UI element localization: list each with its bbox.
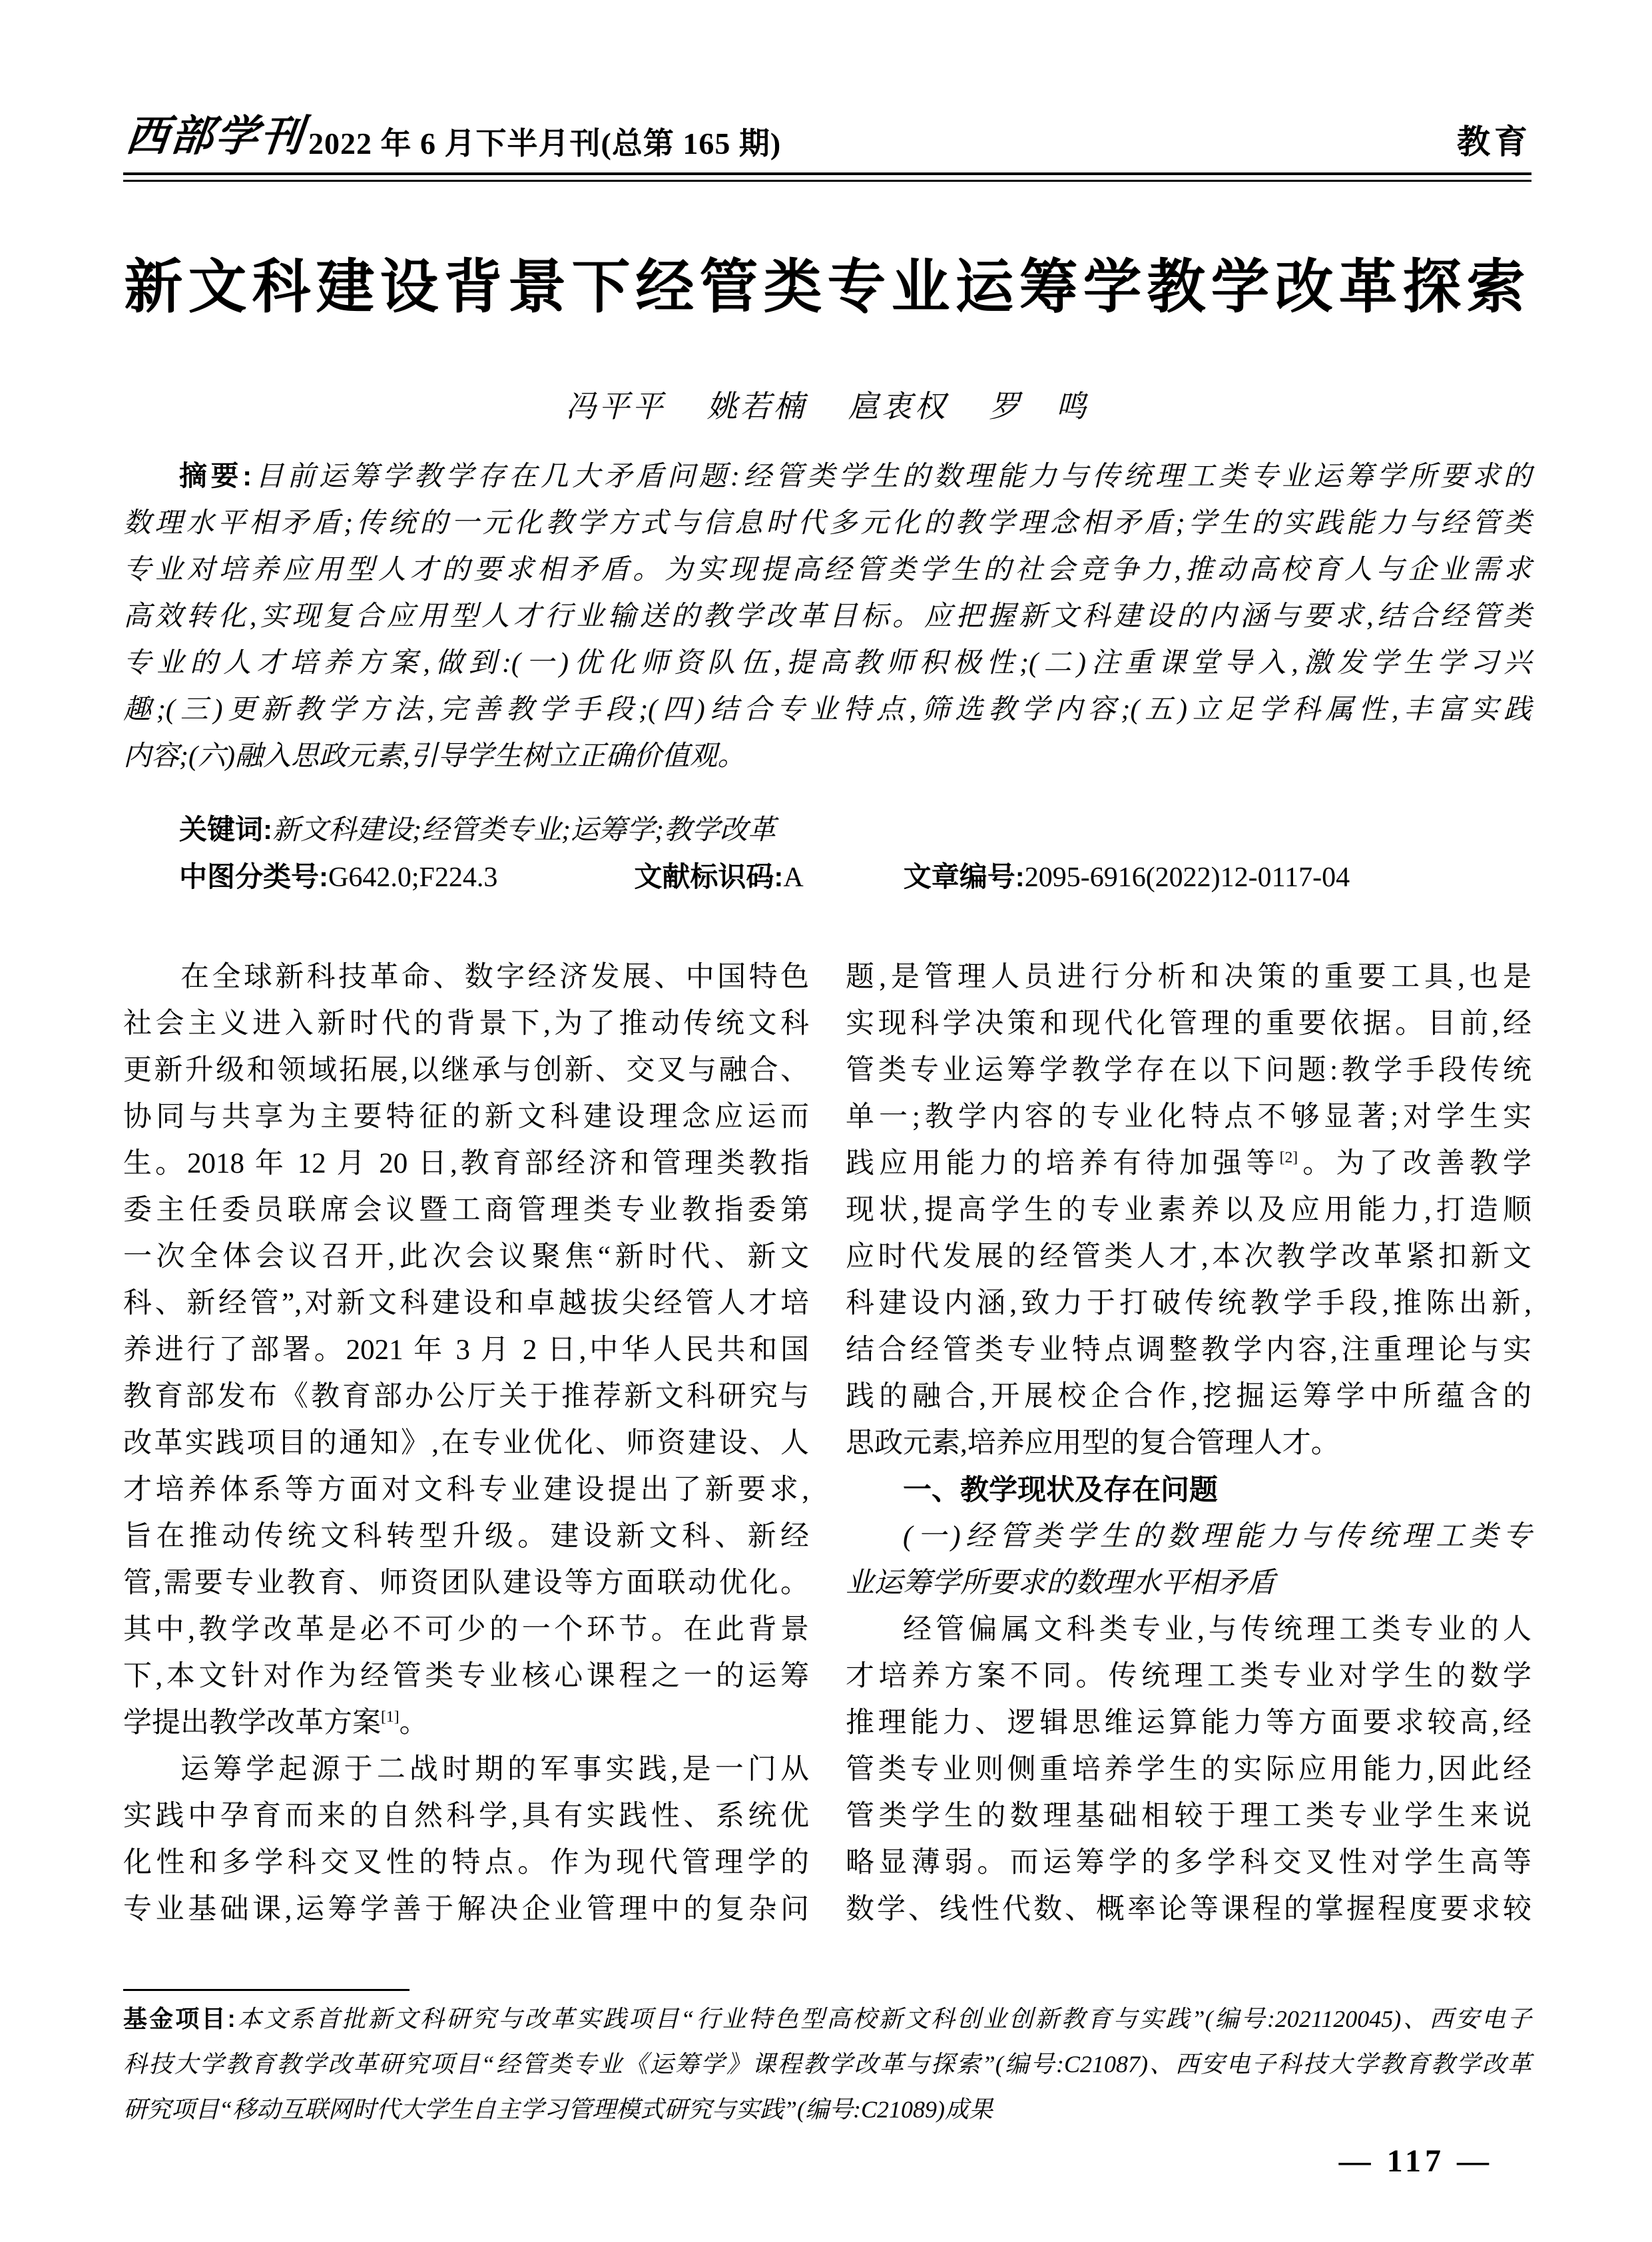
text-line: 实践中孕育而来的自然科学,具有实践性、系统优	[123, 1800, 809, 1832]
text-line: 科建设内涵,致力于打破传统教学手段,推陈出新,	[846, 1287, 1531, 1319]
text-line: 更新升级和领域拓展,以继承与创新、交叉与融合、	[123, 1054, 809, 1086]
text-line: 现状,提高学生的专业素养以及应用能力,打造顺	[846, 1194, 1531, 1226]
text-line: 基金项目:本文系首批新文科研究与改革实践项目“行业特色型高校新文科创业创新教育与实践”(编号:2021120045)、西安电子	[123, 2004, 1531, 2032]
text-line: 在全球新科技革命、数字经济发展、中国特色	[180, 961, 809, 993]
text-line: 改革实践项目的通知》,在专业优化、师资建设、人	[123, 1427, 809, 1459]
heading-line: (一)经管类学生的数理能力与传统理工类专	[903, 1520, 1531, 1552]
author: 扈衷权	[848, 389, 948, 423]
text-line: 题,是管理人员进行分析和决策的重要工具,也是	[846, 961, 1531, 993]
text-line: 协同与共享为主要特征的新文科建设理念应运而	[123, 1101, 809, 1133]
text-line: 专业对培养应用型人才的要求相矛盾。为实现提高经管类学生的社会竞争力,推动高校育人与企业需求	[123, 554, 1531, 585]
heading-line: 业运筹学所要求的数理水平相矛盾	[846, 1567, 1275, 1599]
text-line: 教育部发布《教育部办公厅关于推荐新文科研究与	[123, 1380, 809, 1412]
section-label: 教育	[1457, 123, 1531, 160]
abstract-block	[123, 453, 1531, 780]
clc-label: 中图分类号:	[179, 860, 328, 892]
text-line: 化性和多学科交叉性的特点。作为现代管理学的	[123, 1846, 809, 1878]
text-line: 科技大学教育教学改革研究项目“经管类专业《运筹学》课程教学改革与探索”(编号:C21087)、西安电子科技大学教育教学改革	[123, 2050, 1531, 2078]
article-id-value: 2095-6916(2022)12-0117-04	[1024, 862, 1350, 893]
text-line: 管类专业则侧重培养学生的实际应用能力,因此经	[846, 1753, 1531, 1785]
text-line: 养进行了部署。2021 年 3 月 2 日,中华人民共和国	[123, 1334, 809, 1366]
header-divider	[123, 172, 1531, 182]
author: 姚若楠	[706, 389, 807, 423]
clc-value: G642.0;F224.3	[328, 862, 498, 893]
page-number: — 117 —	[1338, 2143, 1493, 2179]
text-line: 学提出教学改革方案[1]。	[123, 1707, 428, 1739]
text-line: 研究项目“移动互联网时代大学生自主学习管理模式研究与实践”(编号:C21089)成果	[123, 2096, 993, 2123]
article-title: 新文科建设背景下经管类专业运筹学教学改革探索	[124, 256, 1531, 320]
left-column	[123, 954, 809, 1933]
text-line: 社会主义进入新时代的背景下,为了推动传统文科	[123, 1007, 809, 1039]
footnote-divider	[123, 1989, 410, 1991]
text-line: 科、新经管”,对新文科建设和卓越拔尖经管人才培	[123, 1287, 809, 1319]
text-line: 管类专业运筹学教学存在以下问题:教学手段传统	[846, 1054, 1531, 1086]
text-line: 践应用能力的培养有待加强等[2]。为了改善教学	[846, 1147, 1532, 1179]
text-line: 结合经管类专业特点调整教学内容,注重理论与实	[846, 1334, 1531, 1366]
text-line: 趣;(三)更新教学方法,完善教学手段;(四)结合专业特点,筛选教学内容;(五)立足学科属性,丰富实践	[123, 694, 1531, 725]
text-line: 管,需要专业教育、师资团队建设等方面联动优化。	[123, 1567, 809, 1599]
doc-code-segment	[634, 854, 803, 901]
text-line: 才培养体系等方面对文科专业建设提出了新要求,	[123, 1474, 809, 1506]
text-line: 下,本文针对作为经管类专业核心课程之一的运筹	[123, 1660, 809, 1692]
text-line: 摘要:目前运筹学教学存在几大矛盾问题:经管类学生的数理能力与传统理工类专业运筹学所要求的	[179, 459, 1531, 492]
text-line: 委主任委员联席会议暨工商管理类专业教指委第	[123, 1194, 809, 1226]
author: 冯平平	[565, 389, 666, 423]
text-line: 运筹学起源于二战时期的军事实践,是一门从	[180, 1753, 809, 1785]
text-line: 高效转化,实现复合应用型人才行业输送的教学改革目标。应把握新文科建设的内涵与要求,结合经管类	[123, 601, 1531, 632]
text-line: 单一;教学内容的专业化特点不够显著;对学生实	[846, 1101, 1531, 1133]
footnote-block	[123, 1996, 1531, 2132]
text-line: 才培养方案不同。传统理工类专业对学生的数学	[846, 1660, 1531, 1692]
clc-segment	[179, 854, 497, 901]
heading-line: 一、教学现状及存在问题	[903, 1474, 1218, 1506]
text-line: 思政元素,培养应用型的复合管理人才。	[846, 1427, 1340, 1459]
text-line: 推理能力、逻辑思维运算能力等方面要求较高,经	[846, 1707, 1531, 1739]
text-line: 专业的人才培养方案,做到:(一)优化师资队伍,提高教师积极性;(二)注重课堂导入,激发学生学习兴	[123, 647, 1531, 679]
text-line: 其中,教学改革是必不可少的一个环节。在此背景	[123, 1613, 809, 1645]
page-header	[123, 110, 1531, 163]
doc-code-value: A	[783, 862, 804, 893]
text-line: 旨在推动传统文科转型升级。建设新文科、新经	[123, 1520, 809, 1552]
journal-logo: 西部学刊	[123, 113, 307, 160]
doc-code-label: 文献标识码:	[634, 860, 784, 892]
author: 罗 鸣	[989, 389, 1089, 423]
text-line: 管类学生的数理基础相较于理工类专业学生来说	[846, 1800, 1531, 1832]
authors-line	[123, 382, 1531, 426]
text-line: 数学、线性代数、概率论等课程的掌握程度要求较	[846, 1893, 1531, 1925]
body-columns	[123, 954, 1531, 1933]
right-column	[846, 954, 1531, 1933]
text-line: 实现科学决策和现代化管理的重要依据。目前,经	[846, 1007, 1531, 1039]
text-line: 经管偏属文科类专业,与传统理工类专业的人	[903, 1613, 1531, 1645]
keywords-line	[123, 806, 1531, 854]
text-line: 一次全体会议召开,此次会议聚焦“新时代、新文	[123, 1241, 809, 1272]
article-id-label: 文章编号:	[903, 860, 1025, 892]
text-line: 践的融合,开展校企合作,挖掘运筹学中所蕴含的	[846, 1380, 1531, 1412]
text-line: 生。2018 年 12 月 20 日,教育部经济和管理类教指	[123, 1147, 809, 1179]
issue-info: 2022 年 6 月下半月刊(总第 165 期)	[308, 127, 782, 160]
text-line: 应时代发展的经管类人才,本次教学改革紧扣新文	[846, 1241, 1531, 1272]
text-line: 关键词:新文科建设;经管类专业;运筹学;教学改革	[179, 813, 776, 846]
meta-line	[123, 854, 1531, 901]
article-id-segment	[904, 854, 1350, 901]
text-line: 专业基础课,运筹学善于解决企业管理中的复杂问	[123, 1893, 809, 1925]
text-line: 略显薄弱。而运筹学的多学科交叉性对学生高等	[846, 1846, 1531, 1878]
text-line: 内容;(六)融入思政元素,引导学生树立正确价值观。	[123, 740, 746, 772]
text-line: 数理水平相矛盾;传统的一元化教学方式与信息时代多元化的教学理念相矛盾;学生的实践能力与经管类	[123, 507, 1531, 539]
